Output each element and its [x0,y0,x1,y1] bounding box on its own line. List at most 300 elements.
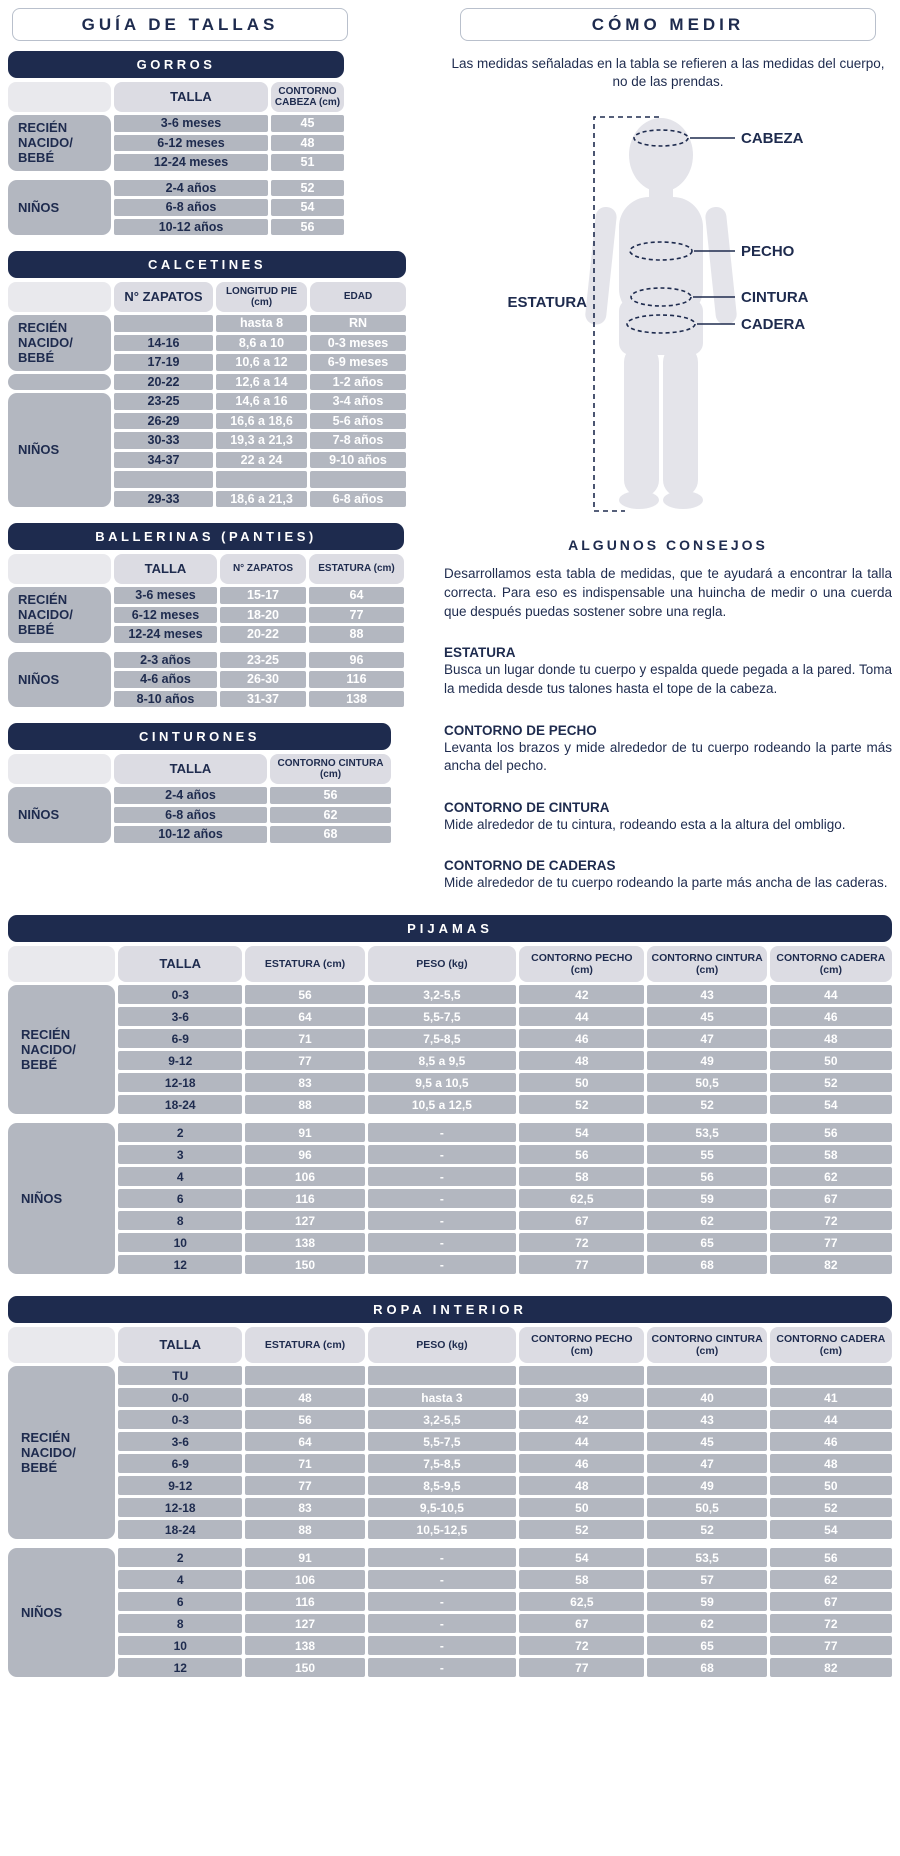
data-cell: 67 [770,1189,892,1208]
data-cell: 18-24 [118,1520,242,1539]
table-pijamas [8,915,892,1274]
data-cell: 67 [770,1592,892,1611]
table-ropa_interior [8,1296,892,1677]
data-cell: 48 [519,1051,644,1070]
data-cell: 4 [118,1570,242,1589]
corner-cell [8,946,115,982]
data-cell: 6-8 años [310,491,406,508]
top-area [8,8,892,893]
data-cell: - [368,1145,517,1164]
data-cell: 62,5 [519,1189,644,1208]
data-cell: 43 [647,1410,766,1429]
table-grid-calcetines [8,282,406,507]
table-grid-cinturones [8,754,391,843]
data-cell: 72 [519,1233,644,1252]
row-group-label [8,652,111,708]
data-cell: 88 [245,1095,364,1114]
data-cell: 0-3 meses [310,335,406,352]
data-cell: 6 [118,1592,242,1611]
data-cell: 62 [770,1570,892,1589]
table-grid-ropa_interior [8,1327,892,1677]
data-cell [310,471,406,488]
data-cell: 9,5 a 10,5 [368,1073,517,1092]
data-cell: 50,5 [647,1073,766,1092]
row-group-label [8,374,111,391]
data-cell: 45 [647,1432,766,1451]
measure-instructions-container [444,645,892,893]
data-cell: 16,6 a 18,6 [216,413,307,430]
column-header: CONTORNO PECHO (cm) [519,946,644,982]
page-title-right: CÓMO MEDIR [460,8,876,41]
data-cell: - [368,1233,517,1252]
data-cell: 82 [770,1255,892,1274]
data-cell: 10-12 años [114,826,267,843]
data-cell: 52 [271,180,344,197]
column-header: TALLA [118,946,242,982]
data-cell: - [368,1189,517,1208]
bottom-tables-container [8,915,892,1677]
data-cell: 47 [647,1454,766,1473]
column-header: LONGITUD PIE (cm) [216,282,307,312]
data-cell: 2-3 años [114,652,217,669]
data-cell: 29-33 [114,491,213,508]
data-cell: 6-12 meses [114,607,217,624]
data-cell: 12-24 meses [114,154,268,171]
data-cell: 55 [647,1145,766,1164]
data-cell: 62 [647,1614,766,1633]
data-cell: 46 [519,1454,644,1473]
data-cell: 48 [519,1476,644,1495]
row-group-label-text: NIÑOS [8,180,111,236]
data-cell: 26-29 [114,413,213,430]
data-cell: 54 [770,1095,892,1114]
data-cell: 10 [118,1233,242,1252]
data-cell: 0-3 [118,985,242,1004]
data-cell: 12,6 a 14 [216,374,307,391]
data-cell: 77 [770,1233,892,1252]
data-cell [368,1366,517,1385]
data-cell: 77 [770,1636,892,1655]
table-title-cinturones: CINTURONES [8,723,391,750]
data-cell: 68 [647,1658,766,1677]
data-cell: 52 [647,1095,766,1114]
data-cell: 9-12 [118,1051,242,1070]
data-cell: 8 [118,1211,242,1230]
data-cell [770,1366,892,1385]
data-cell: 44 [519,1432,644,1451]
data-cell: 1-2 años [310,374,406,391]
measure-section-text: Levanta los brazos y mide alrededor de tu cuerpo rodeando la parte más ancha del pecho. [444,739,892,774]
table-title-pijamas: PIJAMAS [8,915,892,942]
data-cell: 64 [309,587,404,604]
consejos-title: ALGUNOS CONSEJOS [568,537,768,554]
data-cell: 64 [245,1007,364,1026]
data-cell: 83 [245,1498,364,1517]
data-cell: - [368,1614,517,1633]
column-header: EDAD [310,282,406,312]
data-cell: 46 [770,1432,892,1451]
data-cell: 12 [118,1255,242,1274]
table-ballerinas [8,523,404,707]
measure-section [444,645,892,698]
data-cell: 56 [245,985,364,1004]
data-cell: 31-37 [220,691,306,708]
measure-section [444,858,892,893]
data-cell: 12-24 meses [114,626,217,643]
data-cell: 62 [770,1167,892,1186]
data-cell: 67 [519,1614,644,1633]
child-silhouette-diagram [444,109,894,521]
data-cell: 67 [519,1211,644,1230]
data-cell: 3-6 meses [114,115,268,132]
measure-intro-text: Las medidas señaladas en la tabla se refieren a las medidas del cuerpo, no de las prendas. [451,56,885,90]
data-cell: 42 [519,1410,644,1429]
data-cell: 10,6 a 12 [216,354,307,371]
data-cell: 6 [118,1189,242,1208]
cadera-label: CADERA [741,316,806,334]
data-cell: 77 [519,1255,644,1274]
data-cell: 2-4 años [114,180,268,197]
data-cell: 23-25 [114,393,213,410]
data-cell: 5,5-7,5 [368,1432,517,1451]
column-header: ESTATURA (cm) [245,946,364,982]
data-cell: 88 [245,1520,364,1539]
row-group-label [8,1366,115,1539]
data-cell: 6-12 meses [114,135,268,152]
group-spacer [8,174,344,177]
data-cell: 50 [519,1498,644,1517]
column-header: PESO (kg) [368,946,517,982]
data-cell: 40 [647,1388,766,1407]
data-cell: 9,5-10,5 [368,1498,517,1517]
measure-section [444,723,892,776]
data-cell: 39 [519,1388,644,1407]
how-to-measure-column [444,8,892,893]
data-cell: 48 [770,1029,892,1048]
table-title-calcetines: CALCETINES [8,251,406,278]
data-cell: hasta 3 [368,1388,517,1407]
table-grid-gorros [8,82,344,235]
data-cell: 52 [519,1095,644,1114]
row-group-label [8,393,111,507]
data-cell: 49 [647,1051,766,1070]
row-group-label [8,315,111,371]
table-grid-pijamas [8,946,892,1274]
row-group-label [8,1123,115,1274]
data-cell: 54 [519,1123,644,1142]
data-cell: 12 [118,1658,242,1677]
child-silhouette [584,118,737,509]
column-header: PESO (kg) [368,1327,517,1363]
data-cell: 26-30 [220,671,306,688]
corner-cell [8,754,111,784]
row-group-label [8,587,111,643]
row-group-label [8,985,115,1114]
data-cell: 0-0 [118,1388,242,1407]
data-cell: 59 [647,1189,766,1208]
data-cell: 19,3 a 21,3 [216,432,307,449]
data-cell: 43 [647,985,766,1004]
data-cell: 52 [519,1520,644,1539]
data-cell: 56 [245,1410,364,1429]
row-group-label [8,1548,115,1677]
left-tables-container [8,51,420,843]
data-cell: - [368,1636,517,1655]
data-cell: 51 [271,154,344,171]
column-header: CONTORNO CINTURA (cm) [270,754,391,784]
row-group-label [8,180,111,236]
data-cell: 53,5 [647,1548,766,1567]
data-cell: 62 [270,807,391,824]
data-cell: 127 [245,1614,364,1633]
body-measurement-diagram [444,109,894,521]
corner-cell [8,554,111,584]
data-cell: 15-17 [220,587,306,604]
data-cell: 50 [770,1051,892,1070]
data-cell: 3,2-5,5 [368,985,517,1004]
data-cell: 12-18 [118,1073,242,1092]
data-cell: 14,6 a 16 [216,393,307,410]
data-cell: 56 [270,787,391,804]
data-cell: 45 [271,115,344,132]
row-group-label-text: NIÑOS [8,1548,115,1677]
data-cell [519,1366,644,1385]
data-cell: 30-33 [114,432,213,449]
measure-section-title: CONTORNO DE CINTURA [444,799,610,815]
data-cell: 8 [118,1614,242,1633]
data-cell: 96 [245,1145,364,1164]
column-header: TALLA [114,82,268,112]
data-cell: 2 [118,1123,242,1142]
row-group-label-text: RECIÉN NACIDO/ BEBÉ [8,115,111,171]
data-cell: 138 [245,1636,364,1655]
corner-cell [8,82,111,112]
data-cell: - [368,1167,517,1186]
data-cell: 77 [309,607,404,624]
column-header: ESTATURA (cm) [309,554,404,584]
data-cell: 138 [245,1233,364,1252]
cintura-label: CINTURA [741,289,809,307]
data-cell: 7-8 años [310,432,406,449]
data-cell: 68 [270,826,391,843]
data-cell: - [368,1211,517,1230]
data-cell: 56 [647,1167,766,1186]
data-cell: RN [310,315,406,332]
consejos-intro-text: Desarrollamos esta tabla de medidas, que te ayudará a encontrar la talla correcta. Para eso es indispensable una huincha de medir o una cuerda que después puedas sostener sobre una regla. [444,566,892,619]
data-cell: 56 [519,1145,644,1164]
data-cell: 45 [647,1007,766,1026]
measure-section-title: ESTATURA [444,645,516,661]
data-cell: 18-20 [220,607,306,624]
data-cell: 77 [245,1476,364,1495]
column-header: TALLA [114,754,267,784]
column-header: CONTORNO CINTURA (cm) [647,1327,766,1363]
data-cell: 127 [245,1211,364,1230]
corner-cell [8,1327,115,1363]
column-header: TALLA [118,1327,242,1363]
data-cell: 6-8 años [114,807,267,824]
data-cell: - [368,1658,517,1677]
data-cell: 116 [309,671,404,688]
measure-section-text: Mide alrededor de tu cintura, rodeando esta a la altura del ombligo. [444,816,846,832]
data-cell: 6-8 años [114,199,268,216]
data-cell: 0-3 [118,1410,242,1429]
group-spacer [8,1542,892,1545]
data-cell: 71 [245,1029,364,1048]
row-group-label-text: RECIÉN NACIDO/ BEBÉ [8,587,111,643]
data-cell [216,471,307,488]
column-header: TALLA [114,554,217,584]
row-group-label-text: RECIÉN NACIDO/ BEBÉ [8,1366,115,1539]
data-cell: 14-16 [114,335,213,352]
data-cell: 7,5-8,5 [368,1454,517,1473]
table-cinturones [8,723,391,843]
data-cell: - [368,1548,517,1567]
data-cell: 48 [770,1454,892,1473]
data-cell: 59 [647,1592,766,1611]
data-cell: 18,6 a 21,3 [216,491,307,508]
data-cell: 20-22 [220,626,306,643]
data-cell: 52 [770,1498,892,1517]
data-cell: 44 [770,985,892,1004]
row-group-label-text: RECIÉN NACIDO/ BEBÉ [8,985,115,1114]
data-cell: 77 [519,1658,644,1677]
data-cell: 49 [647,1476,766,1495]
data-cell: 56 [770,1548,892,1567]
data-cell: 8,5-9,5 [368,1476,517,1495]
row-group-label-text: NIÑOS [8,393,111,507]
column-header: ESTATURA (cm) [245,1327,364,1363]
data-cell: 6-9 [118,1029,242,1048]
data-cell: hasta 8 [216,315,307,332]
column-header: N° ZAPATOS [114,282,213,312]
data-cell: 52 [770,1073,892,1092]
data-cell [245,1366,364,1385]
data-cell: 46 [519,1029,644,1048]
data-cell: 88 [309,626,404,643]
row-group-label-text: NIÑOS [8,787,111,843]
data-cell: 96 [309,652,404,669]
column-header: CONTORNO PECHO (cm) [519,1327,644,1363]
data-cell: 72 [519,1636,644,1655]
data-cell: 62,5 [519,1592,644,1611]
data-cell: 9-12 [118,1476,242,1495]
data-cell: 53,5 [647,1123,766,1142]
data-cell: 106 [245,1167,364,1186]
data-cell: 72 [770,1614,892,1633]
data-cell: 58 [770,1145,892,1164]
table-title-ropa_interior: ROPA INTERIOR [8,1296,892,1323]
data-cell: 10-12 años [114,219,268,236]
row-group-label-text: RECIÉN NACIDO/ BEBÉ [8,315,111,371]
data-cell: 8,6 a 10 [216,335,307,352]
estatura-label: ESTATURA [507,294,587,312]
data-cell: 48 [245,1388,364,1407]
data-cell: 18-24 [118,1095,242,1114]
data-cell: 65 [647,1233,766,1252]
data-cell: 56 [271,219,344,236]
measure-section-text: Mide alrededor de tu cuerpo rodeando la parte más ancha de las caderas. [444,875,888,891]
row-group-label-text: NIÑOS [8,1123,115,1274]
data-cell: 57 [647,1570,766,1589]
row-group-label-text: NIÑOS [8,652,111,708]
data-cell: 54 [519,1548,644,1567]
column-header: CONTORNO CADERA (cm) [770,1327,892,1363]
row-group-label [8,787,111,843]
data-cell: 62 [647,1211,766,1230]
data-cell: 8-10 años [114,691,217,708]
data-cell [114,315,213,332]
data-cell: 10 [118,1636,242,1655]
tables-column [8,8,420,893]
data-cell: 34-37 [114,452,213,469]
data-cell: 106 [245,1570,364,1589]
data-cell [114,471,213,488]
data-cell: 2-4 años [114,787,267,804]
data-cell: 64 [245,1432,364,1451]
data-cell: 71 [245,1454,364,1473]
data-cell: 20-22 [114,374,213,391]
data-cell: 17-19 [114,354,213,371]
data-cell: 23-25 [220,652,306,669]
data-cell: 54 [271,199,344,216]
data-cell: 116 [245,1592,364,1611]
data-cell: 56 [770,1123,892,1142]
data-cell: 91 [245,1548,364,1567]
group-spacer [8,1117,892,1120]
table-title-gorros: GORROS [8,51,344,78]
data-cell [647,1366,766,1385]
data-cell: 3-4 años [310,393,406,410]
data-cell: 41 [770,1388,892,1407]
measure-section-title: CONTORNO DE CADERAS [444,858,616,874]
data-cell: 150 [245,1658,364,1677]
table-gorros [8,51,344,235]
data-cell: 58 [519,1167,644,1186]
table-calcetines [8,251,406,507]
measure-section-title: CONTORNO DE PECHO [444,722,597,738]
data-cell: 91 [245,1123,364,1142]
data-cell: 82 [770,1658,892,1677]
data-cell: 6-9 meses [310,354,406,371]
page-title-left: GUÍA DE TALLAS [12,8,348,41]
data-cell: 3,2-5,5 [368,1410,517,1429]
data-cell: 3-6 meses [114,587,217,604]
data-cell: 22 a 24 [216,452,307,469]
measure-section [444,800,892,835]
column-header: CONTORNO CADERA (cm) [770,946,892,982]
data-cell: 4-6 años [114,671,217,688]
data-cell: 5,5-7,5 [368,1007,517,1026]
data-cell: 50 [519,1073,644,1092]
data-cell: 7,5-8,5 [368,1029,517,1048]
data-cell: 42 [519,985,644,1004]
data-cell: 46 [770,1007,892,1026]
data-cell: 138 [309,691,404,708]
corner-cell [8,282,111,312]
data-cell: 2 [118,1548,242,1567]
data-cell: 3 [118,1145,242,1164]
data-cell: 4 [118,1167,242,1186]
data-cell: 3-6 [118,1007,242,1026]
data-cell: - [368,1255,517,1274]
data-cell: 52 [647,1520,766,1539]
data-cell: 5-6 años [310,413,406,430]
column-header: CONTORNO CABEZA (cm) [271,82,344,112]
data-cell: 47 [647,1029,766,1048]
data-cell: 50,5 [647,1498,766,1517]
data-cell: 10,5-12,5 [368,1520,517,1539]
